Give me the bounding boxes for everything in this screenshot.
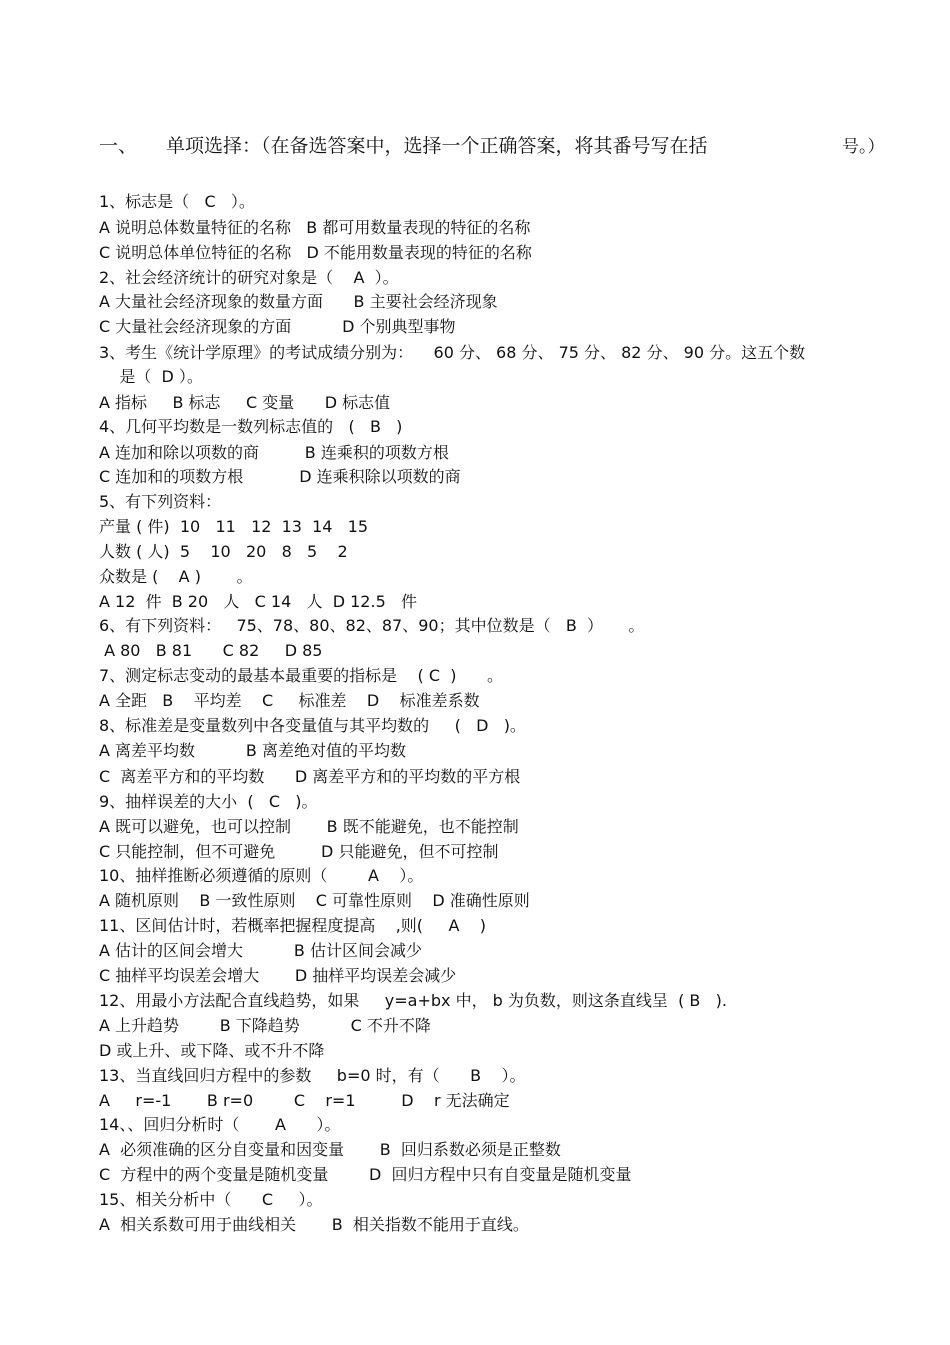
question-7: 7、测定标志变动的最基本最重要的指标是 ( C ) 。 <box>99 666 503 685</box>
question-4-options-cd: C 连加和的项数方根 D 连乘积除以项数的商 <box>99 467 461 486</box>
question-2-options-cd: C 大量社会经济现象的方面 D 个别典型事物 <box>99 317 456 336</box>
question-8-options-cd: C 离差平方和的平均数 D 离差平方和的平均数的平方根 <box>99 767 521 786</box>
question-11-options-ab: A 估计的区间会增大 B 估计区间会减少 <box>99 941 422 960</box>
question-13: 13、当直线回归方程中的参数 b=0 时，有（ B ）。 <box>99 1066 526 1085</box>
question-5-options: A 12 件 B 20 人 C 14 人 D 12.5 件 <box>99 592 418 611</box>
question-1-options-ab: A 说明总体数量特征的名称 B 都可用数量表现的特征的名称 <box>99 218 531 237</box>
question-8: 8、标准差是变量数列中各变量值与其平均数的 ( D )。 <box>99 716 526 735</box>
section-title-tail: 号。） <box>842 137 885 157</box>
question-6-options: A 80 B 81 C 82 D 85 <box>99 641 323 660</box>
question-15-options: A 相关系数可用于曲线相关 B 相关指数不能用于直线。 <box>99 1215 529 1234</box>
question-9: 9、抽样误差的大小 ( C )。 <box>99 792 318 811</box>
question-3: 3、考生《统计学原理》的考试成绩分别为： 60 分、 68 分、 75 分、 82 分、 90 分。这五个数 <box>99 343 806 362</box>
question-2-options-ab: A 大量社会经济现象的数量方面 B 主要社会经济现象 <box>99 292 498 311</box>
question-2: 2、社会经济统计的研究对象是（ A ）。 <box>99 268 399 287</box>
question-9-options-ab: A 既可以避免，也可以控制 B 既不能避免，也不能控制 <box>99 817 519 836</box>
question-4-options-ab: A 连加和除以项数的商 B 连乘积的项数方根 <box>99 443 449 462</box>
question-12-option-d: D 或上升、或下降、或不升不降 <box>99 1041 325 1060</box>
question-14: 14、、回归分析时（ A ）。 <box>99 1115 341 1134</box>
question-10: 10、抽样推断必须遵循的原则（ A ）。 <box>99 866 424 885</box>
question-3-options: A 指标 B 标志 C 变量 D 标志值 <box>99 393 391 412</box>
question-5-output-row: 产量 ( 件) 10 11 12 13 14 15 <box>99 517 369 536</box>
question-3-continued: 是（ D ）。 <box>99 367 203 386</box>
section-title: 单项选择：（在备选答案中，选择一个正确答案，将其番号写在括 <box>166 135 708 157</box>
question-15: 15、相关分析中（ C ）。 <box>99 1190 323 1209</box>
question-14-options-cd: C 方程中的两个变量是随机变量 D 回归方程中只有自变量是随机变量 <box>99 1165 632 1184</box>
section-number: 一、 <box>99 135 138 157</box>
question-14-options-ab: A 必须准确的区分自变量和因变量 B 回归系数必须是正整数 <box>99 1140 561 1159</box>
question-9-options-cd: C 只能控制，但不可避免 D 只能避免，但不可控制 <box>99 842 499 861</box>
question-10-options: A 随机原则 B 一致性原则 C 可靠性原则 D 准确性原则 <box>99 891 530 910</box>
question-7-options: A 全距 B 平均差 C 标准差 D 标准差系数 <box>99 691 480 710</box>
question-13-options: A r=-1 B r=0 C r=1 D r 无法确定 <box>99 1091 510 1110</box>
question-12-options-abc: A 上升趋势 B 下降趋势 C 不升不降 <box>99 1016 431 1035</box>
question-6: 6、有下列资料： 75、78、80、82、87、90；其中位数是（ B ） 。 <box>99 616 645 635</box>
question-1: 1、标志是（ C ）。 <box>99 192 255 211</box>
question-12: 12、用最小方法配合直线趋势，如果 y=a+bx 中， b 为负数，则这条直线呈 ( B ). <box>99 991 727 1010</box>
question-5-prompt: 众数是 ( A ) 。 <box>99 567 253 586</box>
question-8-options-ab: A 离差平均数 B 离差绝对值的平均数 <box>99 741 406 760</box>
question-4: 4、几何平均数是一数列标志值的 ( B ) <box>99 417 403 436</box>
question-11: 11、区间估计时，若概率把握程度提高 ,则( A ) <box>99 916 486 935</box>
question-5-people-row: 人数 ( 人) 5 10 20 8 5 2 <box>99 542 348 561</box>
question-1-options-cd: C 说明总体单位特征的名称 D 不能用数量表现的特征的名称 <box>99 243 532 262</box>
question-5: 5、有下列资料： <box>99 492 222 511</box>
question-11-options-cd: C 抽样平均误差会增大 D 抽样平均误差会减少 <box>99 966 457 985</box>
